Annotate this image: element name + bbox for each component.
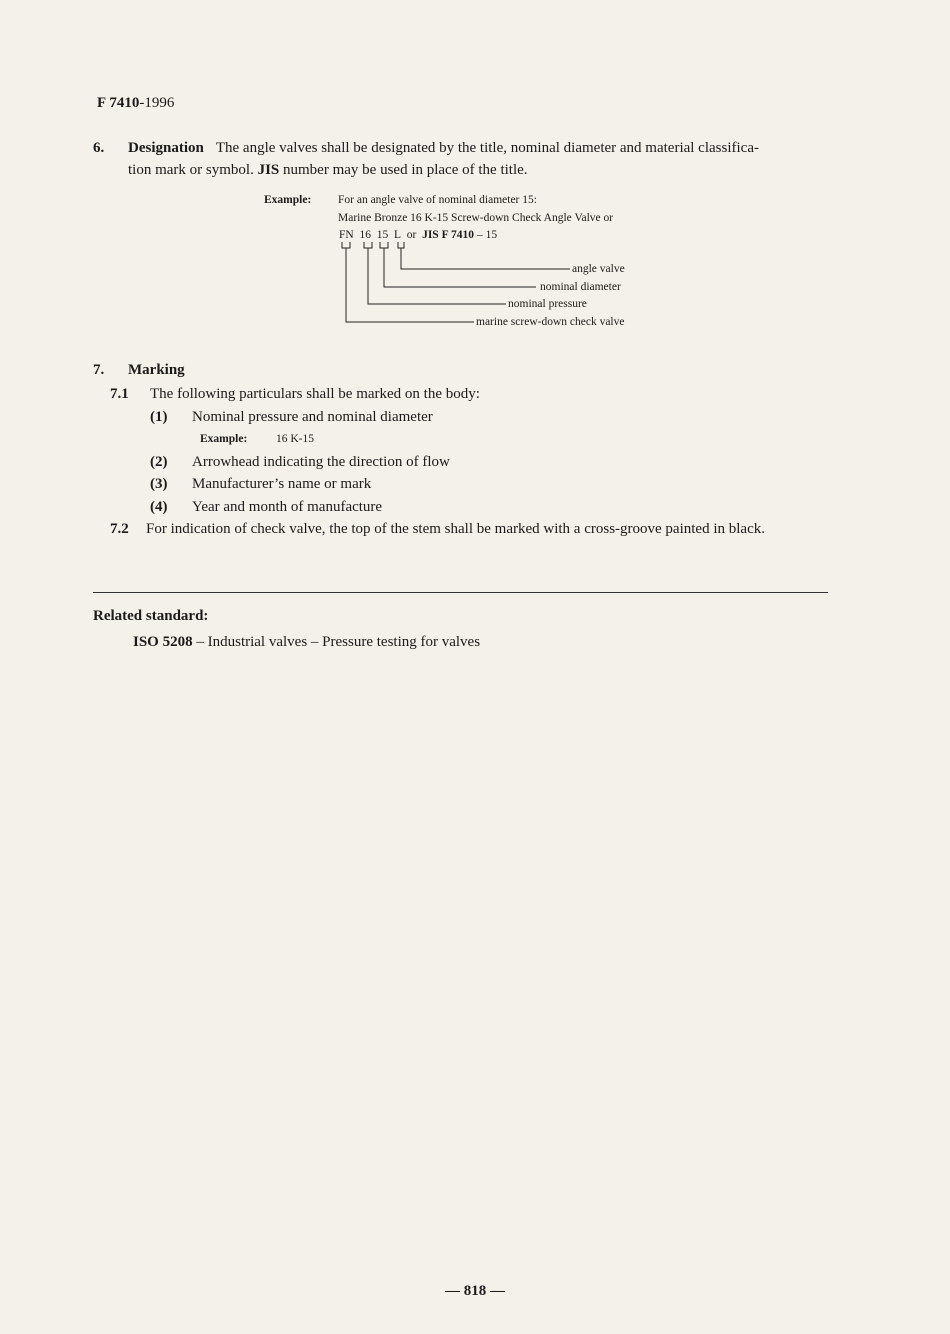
subsection-7-1-number: 7.1 (110, 386, 129, 402)
bracket-diameter (380, 242, 388, 248)
section-text-line2a: tion mark or symbol. (128, 162, 258, 178)
list-item-text: Year and month of manufacture (192, 499, 383, 515)
example-line1: For an angle valve of nominal diameter 15: (338, 194, 537, 206)
code-or: or (406, 229, 417, 241)
code-l: L (393, 229, 401, 241)
section-text-line1: The angle valves shall be designated by the title, nominal diameter and material classifica- (215, 140, 759, 156)
subsection-7-2-text: For indication of check valve, the top of the stem shall be marked with a cross-groove painted in black. (146, 521, 765, 537)
page-number: — 818 — (445, 1283, 505, 1299)
iso-dash: – (192, 634, 208, 650)
subsection-7-1-text: The following particulars shall be marked on the body: (150, 386, 480, 402)
bracket-l (398, 242, 404, 248)
example-value: 16 K-15 (276, 433, 315, 445)
label-angle-valve: angle valve (572, 263, 625, 275)
section-number: 6. (93, 140, 105, 156)
standard-year: -1996 (139, 95, 175, 111)
iso-code: ISO 5208 (133, 634, 193, 650)
related-standard-heading: Related standard: (93, 608, 209, 624)
list-item-text: Manufacturer’s name or mark (192, 476, 372, 492)
label-nominal-diameter: nominal diameter (540, 281, 621, 293)
leader-nominal-diameter (384, 248, 536, 287)
leader-angle-valve (401, 248, 570, 269)
related-standard-entry (133, 634, 480, 651)
list-item-number: (3) (150, 476, 168, 492)
jis-bold: JIS (257, 162, 280, 178)
section-title: Marking (128, 362, 185, 378)
list-item-text: Arrowhead indicating the direction of flow (192, 454, 450, 470)
code-jis: JIS F 7410 (422, 229, 475, 241)
leader-check-valve (346, 248, 474, 322)
list-item-number: (4) (150, 499, 168, 515)
example-line2: Marine Bronze 16 K-15 Screw-down Check Angle Valve or (338, 212, 614, 224)
leader-nominal-pressure (368, 248, 506, 304)
code-pressure: 16 (359, 229, 371, 241)
divider (93, 592, 828, 593)
page-header (97, 95, 174, 112)
list-item-number: (1) (150, 409, 168, 425)
example-label: Example: (264, 194, 312, 206)
label-check-valve: marine screw-down check valve (476, 316, 625, 328)
standard-code: F 7410 (97, 95, 140, 111)
list-item-number: (2) (150, 454, 168, 470)
section-6-body (128, 137, 833, 181)
example-label: Example: (200, 433, 248, 445)
subsection-7-2-number: 7.2 (110, 521, 129, 537)
bracket-fn (342, 242, 350, 248)
section-title: Designation (128, 140, 204, 156)
section-text-line2c: number may be used in place of the title. (279, 162, 528, 178)
code-jis-suffix: – 15 (474, 229, 498, 241)
list-item-text: Nominal pressure and nominal diameter (192, 409, 433, 425)
code-fn: FN (339, 229, 354, 241)
section-number: 7. (93, 362, 105, 378)
iso-title: Industrial valves – Pressure testing for valves (207, 634, 481, 650)
code-diameter: 15 (376, 229, 389, 241)
label-nominal-pressure: nominal pressure (508, 298, 587, 310)
bracket-pressure (364, 242, 372, 248)
